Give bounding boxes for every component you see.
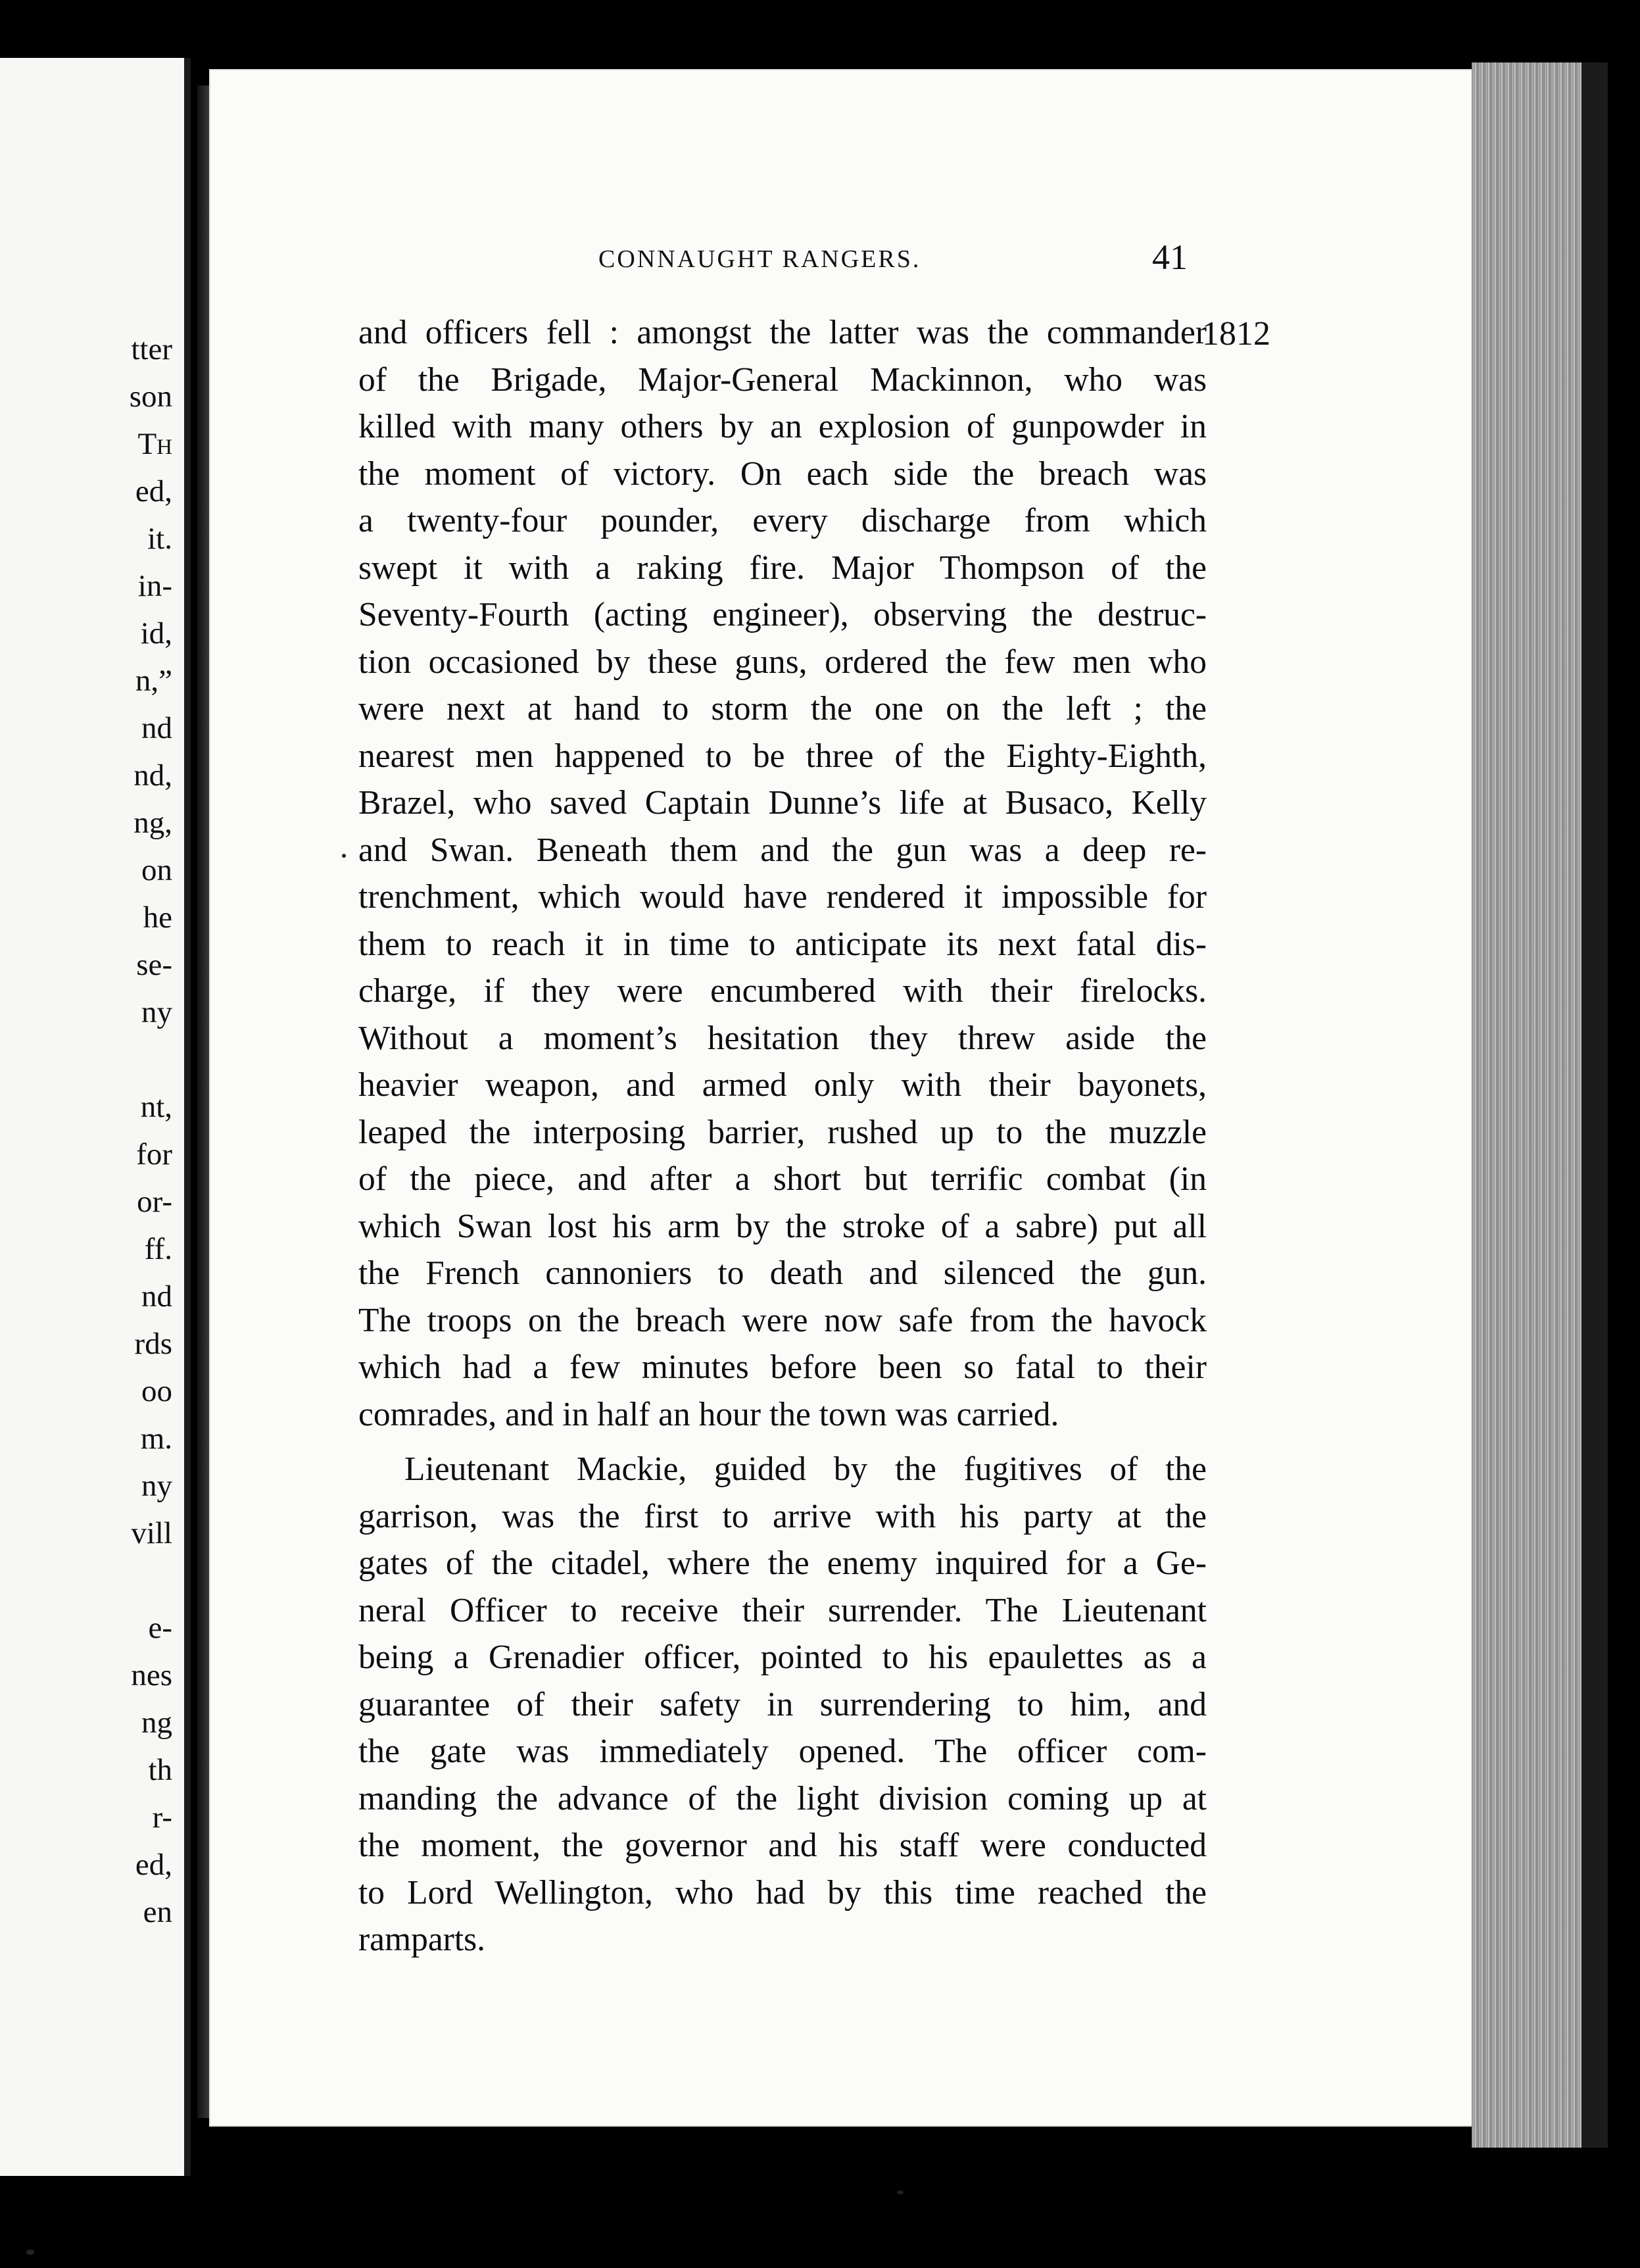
left-fragment: id, (140, 616, 172, 651)
text-line: guarantee of their safety in surrendering to him, and (358, 1685, 1207, 1723)
left-fragment: in- (137, 569, 172, 603)
left-fragment: rds (134, 1327, 172, 1361)
left-fragment: he (143, 900, 172, 935)
text-line: Without a moment’s hesitation they threw aside the (358, 1019, 1207, 1057)
text-line: leaped the interposing barrier, rushed up to the muzzle (358, 1113, 1207, 1151)
left-fragment: ed, (135, 474, 172, 508)
text-line: heavier weapon, and armed only with their bayonets, (358, 1066, 1207, 1104)
left-fragment: vill (131, 1516, 172, 1550)
text-line: and officers fell : amongst the latter was the commander (358, 314, 1207, 351)
text-line: them to reach it in time to anticipate its next fatal dis- (358, 925, 1207, 963)
left-fragment: nt, (140, 1090, 172, 1124)
scan-speck (897, 2190, 904, 2194)
left-facing-page (0, 58, 191, 2176)
left-fragment: Th (137, 427, 172, 461)
left-fragment: th (148, 1753, 172, 1787)
left-fragment: it. (147, 522, 172, 556)
left-fragment: nd, (133, 758, 172, 793)
left-fragment: on (141, 853, 172, 887)
left-fragment: for (136, 1137, 172, 1171)
page-number: 41 (1152, 237, 1188, 277)
text-line: being a Grenadier officer, pointed to his epaulettes as a (358, 1639, 1207, 1676)
text-line: were next at hand to storm the one on the left ; the (358, 690, 1207, 727)
text-line: garrison, was the first to arrive with his party at the (358, 1497, 1207, 1535)
text-line: to Lord Wellington, who had by this time reached the (358, 1873, 1207, 1911)
text-line: trenchment, which would have rendered it impossible for (358, 878, 1207, 916)
text-line: which Swan lost his arm by the stroke of a sabre) put all (358, 1207, 1207, 1245)
left-fragment: ng, (133, 806, 172, 840)
left-fragment: nes (131, 1658, 172, 1692)
left-fragment: se- (136, 948, 172, 982)
text-line: Seventy-Fourth (acting engineer), observing the destruc- (358, 596, 1207, 633)
left-fragment: n,” (135, 664, 172, 698)
left-fragment: en (143, 1895, 172, 1929)
text-line: a twenty-four pounder, every discharge from which (358, 502, 1207, 539)
text-line: Brazel, who saved Captain Dunne’s life at Busaco, Kelly (358, 784, 1207, 822)
scan-speck (26, 2250, 34, 2255)
left-fragment: m. (140, 1421, 172, 1456)
text-line: Lieutenant Mackie, guided by the fugitives of the (404, 1450, 1207, 1488)
text-line: neral Officer to receive their surrender. The Lieutenant (358, 1591, 1207, 1629)
text-line: of the Brigade, Major-General Mackinnon, who was (358, 360, 1207, 399)
left-fragment: son (129, 380, 172, 414)
text-line: of the piece, and after a short but terrific combat (in (358, 1160, 1207, 1198)
body-text (358, 309, 1207, 1963)
left-fragment: r- (152, 1800, 172, 1835)
left-fragment: nd (141, 1279, 172, 1314)
text-line: The troops on the breach were now safe from the havock (358, 1301, 1207, 1339)
left-fragment: ny (141, 1469, 172, 1503)
left-fragment: nd (141, 711, 172, 745)
paragraph-1 (358, 309, 1207, 1438)
left-fragment: ff. (144, 1232, 172, 1266)
text-line: killed with many others by an explosion of gunpowder in (358, 408, 1207, 445)
text-line: the moment, the governor and his staff were conducted (358, 1827, 1207, 1864)
left-fragment: ny (141, 995, 172, 1029)
text-line: the French cannoniers to death and silenced the gun. (358, 1254, 1207, 1292)
page-fore-edge-shadow (1581, 62, 1608, 2148)
left-fragment: e- (148, 1611, 172, 1645)
text-line: comrades, and in half an hour the town was carried. (358, 1395, 1059, 1433)
left-fragment: ed, (135, 1848, 172, 1882)
text-line: the moment of victory. On each side the breach was (358, 455, 1207, 493)
left-fragment: or- (137, 1185, 172, 1219)
left-fragment: ng (141, 1706, 172, 1740)
text-line: and Swan. Beneath them and the gun was a deep re- (358, 831, 1207, 869)
text-line: nearest men happened to be three of the Eighty-Eighth, (358, 737, 1207, 775)
left-fragment: oo (141, 1374, 172, 1408)
scan-speck (342, 854, 346, 858)
paragraph-2 (358, 1446, 1207, 1963)
page-fore-edge (1472, 62, 1590, 2148)
text-line: swept it with a raking fire. Major Thompson of the (358, 549, 1207, 587)
text-line: the gate was immediately opened. The officer com- (358, 1733, 1207, 1770)
text-line: gates of the citadel, where the enemy inquired for a Ge- (358, 1544, 1207, 1582)
text-line: manding the advance of the light division coming up at (358, 1779, 1207, 1817)
running-head: CONNAUGHT RANGERS. (598, 245, 921, 273)
text-line: charge, if they were encumbered with their firelocks. (358, 972, 1207, 1010)
text-line: tion occasioned by these guns, ordered the few men who (358, 643, 1207, 681)
text-line: ramparts. (358, 1921, 486, 1958)
margin-year: 1812 (1202, 315, 1270, 353)
left-fragment: tter (131, 332, 172, 366)
text-line: which had a few minutes before been so fatal to their (358, 1348, 1207, 1386)
